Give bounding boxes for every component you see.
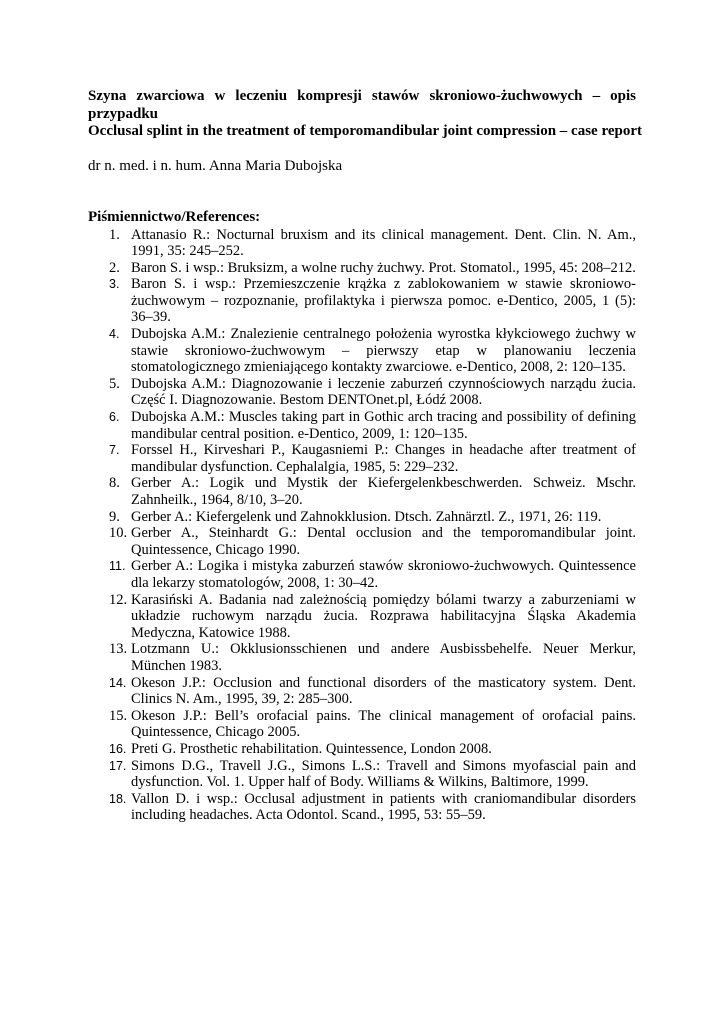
reference-number: 2. <box>109 259 120 276</box>
reference-item <box>88 227 636 260</box>
reference-text: Forssel H., Kirveshari P., Kaugasniemi P.: Changes in headache after treatment of mandibular dysfunction. Cephalalgia, 1985, 5: 229–232. <box>131 442 636 475</box>
reference-item <box>88 558 636 591</box>
reference-number: 9. <box>109 508 120 525</box>
reference-number: 7. <box>109 443 120 458</box>
reference-item <box>88 260 636 277</box>
author-line: dr n. med. i n. hum. Anna Maria Dubojska <box>88 157 343 174</box>
reference-number: 16. <box>109 741 127 756</box>
reference-number: 8. <box>109 475 120 492</box>
reference-number: 15. <box>109 707 128 724</box>
reference-text: Attanasio R.: Nocturnal bruxism and its clinical management. Dent. Clin. N. Am., 1991, 35: 245–252. <box>131 226 636 260</box>
reference-item <box>88 592 636 642</box>
reference-item <box>88 675 636 708</box>
reference-number: 17. <box>109 758 127 773</box>
reference-item <box>88 641 636 674</box>
reference-text: Dubojska A.M.: Diagnozowanie i leczenie zaburzeń czynnościowych narządu żucia. Część I. Diagnozowanie. Bestom DENTOnet.pl, Łódź 2008. <box>131 375 636 409</box>
reference-item <box>88 409 636 442</box>
reference-number: 1. <box>109 226 120 243</box>
title-polish: Szyna zwarciowa w leczeniu kompresji stawów skroniowo-żuchwowych – opis przypadku <box>88 88 636 122</box>
reference-item <box>88 442 636 475</box>
reference-item <box>88 758 636 791</box>
reference-text: Karasiński A. Badania nad zależnością pomiędzy bólami twarzy a zaburzeniami w układzie ruchowym narządu żucia. Rozprawa habilitacyjna Śląska Akademia Medyczna, Katowice 1988. <box>131 591 636 641</box>
reference-item <box>88 525 636 558</box>
reference-text: Gerber A., Steinhardt G.: Dental occlusion and the temporomandibular joint. Quintessence, Chicago 1990. <box>131 525 636 558</box>
reference-number: 11. <box>109 559 126 574</box>
reference-number: 18. <box>109 791 127 806</box>
reference-item <box>88 509 636 526</box>
reference-item <box>88 376 636 409</box>
reference-text: Okeson J.P.: Bell’s orofacial pains. The clinical management of orofacial pains. Quintessence, Chicago 2005. <box>131 707 636 741</box>
reference-number: 6. <box>109 410 120 425</box>
reference-number: 5. <box>109 375 120 392</box>
reference-text: Lotzmann U.: Okklusionsschienen und andere Ausbissbehelfe. Neuer Merkur, München 1983. <box>131 641 636 674</box>
references-heading: Piśmiennictwo/References: <box>88 209 261 225</box>
reference-number: 4. <box>109 327 120 342</box>
reference-item <box>88 741 636 758</box>
reference-item <box>88 475 636 508</box>
reference-text: Gerber A.: Kiefergelenk und Zahnokklusion. Dtsch. Zahnärztl. Z., 1971, 26: 119. <box>131 508 602 525</box>
reference-text: Baron S. i wsp.: Przemieszczenie krążka z zablokowaniem w stawie skroniowo-żuchwowym – rozpoznanie, profilaktyka i pierwsza pomoc. e-Dentico, 2005, 1 (5): 36–39. <box>131 276 636 326</box>
reference-text: Preti G. Prosthetic rehabilitation. Quintessence, London 2008. <box>131 740 492 757</box>
reference-number: 3. <box>109 277 120 292</box>
reference-item <box>88 708 636 741</box>
title-english: Occlusal splint in the treatment of temporomandibular joint compression – case report <box>88 123 643 139</box>
reference-text: Okeson J.P.: Occlusion and functional disorders of the masticatory system. Dent. Clinics N. Am., 1995, 39, 2: 285–300. <box>131 674 636 708</box>
reference-text: Baron S. i wsp.: Bruksizm, a wolne ruchy żuchwy. Prot. Stomatol., 1995, 45: 208–212. <box>131 259 636 276</box>
reference-text: Vallon D. i wsp.: Occlusal adjustment in patients with craniomandibular disorders including headaches. Acta Odontol. Scand., 1995, 53: 55–59. <box>131 790 636 824</box>
reference-text: Dubojska A.M.: Muscles taking part in Gothic arch tracing and possibility of defining mandibular central position. e-Dentico, 2009, 1: 120–135. <box>131 409 636 442</box>
reference-number: 13. <box>109 641 128 658</box>
reference-number: 14. <box>109 675 127 690</box>
reference-text: Gerber A.: Logik und Mystik der Kiefergelenkbeschwerden. Schweiz. Mschr. Zahnheilk., 1964, 8/10, 3–20. <box>131 475 636 508</box>
reference-text: Simons D.G., Travell J.G., Simons L.S.: Travell and Simons myofascial pain and dysfunction. Vol. 1. Upper half of Body. Williams & Wilkins, Baltimore, 1999. <box>131 757 636 791</box>
reference-text: Gerber A.: Logika i mistyka zaburzeń stawów skroniowo-żuchwowych. Quintessence dla lekarzy stomatologów, 2008, 1: 30–42. <box>131 558 636 591</box>
reference-number: 10. <box>109 525 128 542</box>
references-list <box>88 227 636 824</box>
reference-number: 12. <box>109 591 128 608</box>
reference-item <box>88 326 636 376</box>
reference-item <box>88 276 636 326</box>
reference-item <box>88 791 636 824</box>
reference-text: Dubojska A.M.: Znalezienie centralnego położenia wyrostka kłykciowego żuchwy w stawie skroniowo-żuchwowym – pierwszy etap w planowaniu leczenia stomatologicznego zmieniającego kontakty zwarciowe. e-Dentico, 2008, 2: 120–135. <box>131 326 636 376</box>
document-content <box>88 88 643 824</box>
